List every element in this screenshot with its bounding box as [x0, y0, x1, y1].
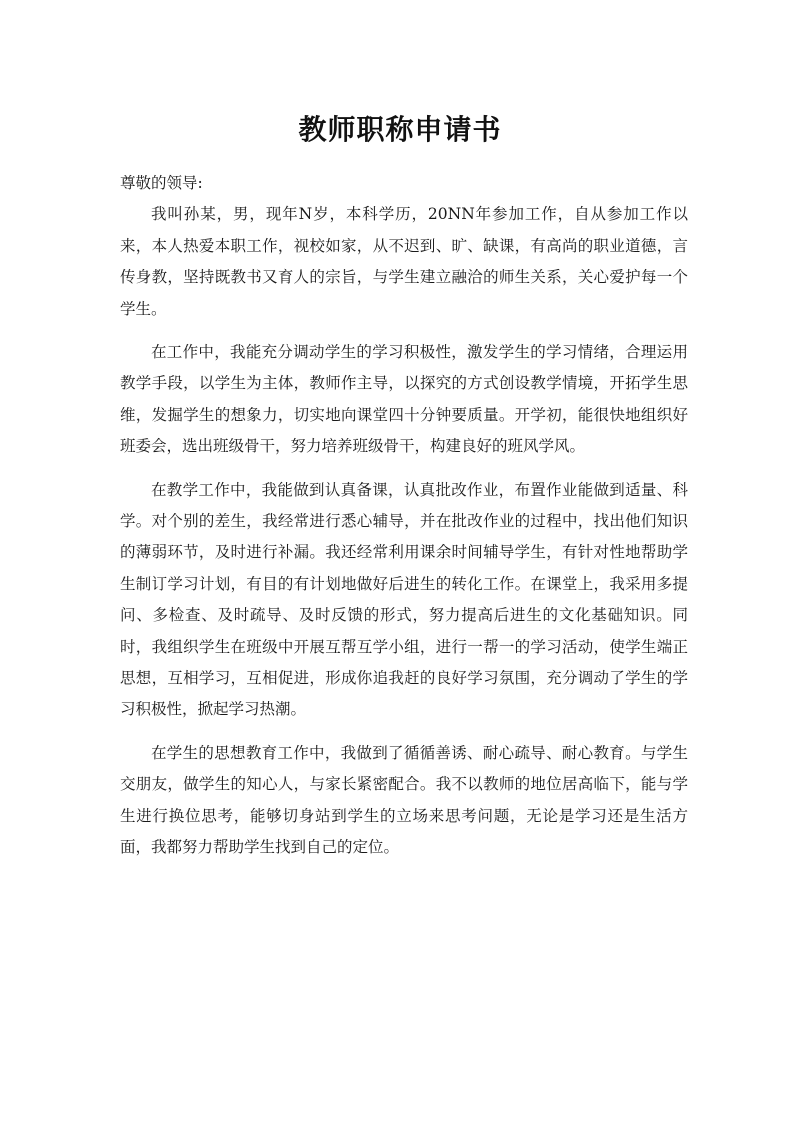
salutation: 尊敬的领导: [120, 174, 203, 192]
document-title: 教师职称申请书 [298, 113, 502, 146]
paragraph-2: 在工作中，我能充分调动学生的学习积极性，激发学生的学习情绪，合理运用教学手段，以学生为主体，教师作主导，以探究的方式创设教学情境，开拓学生思维，发掘学生的想象力，切实地向课堂四十分钟要质量。开学初，能很快地组织好班委会，选出班级骨干，努力培养班级骨干，构建良好的班风学风。 [120, 343, 688, 456]
paragraph-3: 在教学工作中，我能做到认真备课，认真批改作业，布置作业能做到适量、科学。对个别的差生，我经常进行悉心辅导，并在批改作业的过程中，找出他们知识的薄弱环节，及时进行补漏。我还经常利用课余时间辅导学生，有针对性地帮助学生制订学习计划，有目的有计划地做好后进生的转化工作。在课堂上，我采用多提问、多检查、及时疏导、及时反馈的形式，努力提高后进生的文化基础知识。同时，我组织学生在班级中开展互帮互学小组，进行一帮一的学习活动，使学生端正思想，互相学习，互相促进，形成你追我赶的良好学习氛围，充分调动了学生的学习积极性，掀起学习热潮。 [120, 480, 688, 719]
document-body [120, 168, 688, 876]
paragraph-4: 在学生的思想教育工作中，我做到了循循善诱、耐心疏导、耐心教育。与学生交朋友，做学生的知心人，与家长紧密配合。我不以教师的地位居高临下，能与学生进行换位思考，能够切身站到学生的立场来思考问题，无论是学习还是生活方面，我都努力帮助学生找到自己的定位。 [120, 743, 688, 857]
paragraph-1: 我叫孙某，男，现年N岁，本科学历，20NN年参加工作，自从参加工作以来，本人热爱本职工作，视校如家，从不迟到、旷、缺课，有高尚的职业道德，言传身教，坚持既教书又育人的宗旨，与学生建立融洽的师生关系，关心爱护每一个学生。 [120, 205, 688, 318]
